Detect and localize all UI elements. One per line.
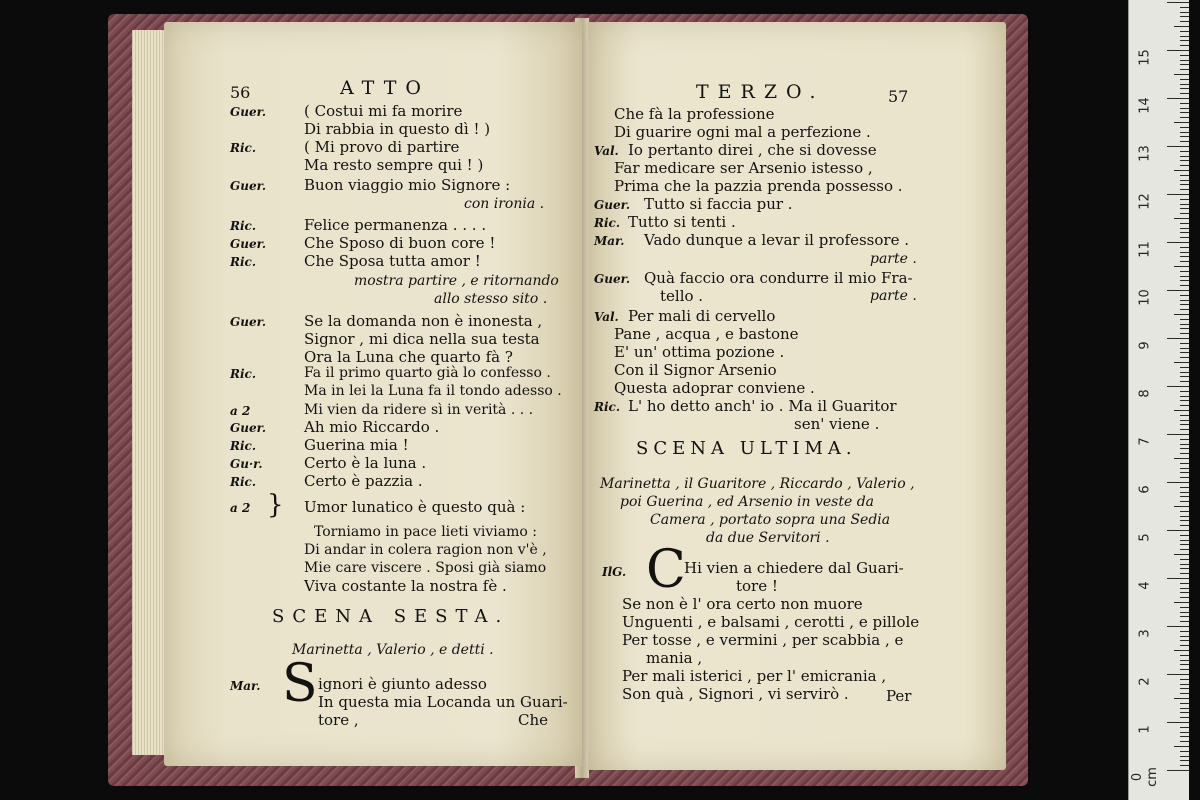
ruler-tick — [1180, 568, 1189, 569]
ruler-tick — [1180, 93, 1189, 94]
verse-line: Hi vien a chiedere dal Guari- — [684, 559, 904, 577]
ruler-tick — [1180, 439, 1189, 440]
ruler-tick — [1180, 160, 1189, 161]
drop-cap: S — [282, 654, 318, 714]
ruler-label: 12 — [1137, 193, 1153, 210]
verse-line: E' un' ottima pozione . — [614, 343, 785, 361]
ruler-tick — [1180, 760, 1189, 761]
ruler-tick — [1174, 746, 1189, 747]
verse-line: Che Sposa tutta amor ! — [304, 252, 481, 270]
ruler-tick — [1180, 208, 1189, 209]
ruler-tick — [1180, 328, 1189, 329]
verse-line: Per tosse , e vermini , per scabbia , e — [622, 631, 904, 649]
ruler-tick — [1180, 655, 1189, 656]
drop-cap: C — [646, 540, 686, 600]
ruler-tick — [1174, 602, 1189, 603]
ruler-label: 1 — [1137, 725, 1153, 734]
verse-line: Di rabbia in questo dì ! ) — [304, 120, 491, 138]
ruler-tick — [1180, 252, 1189, 253]
ruler-tick — [1180, 7, 1189, 8]
verse-line: Che Sposo di buon core ! — [304, 234, 496, 252]
ruler-tick — [1180, 31, 1189, 32]
ruler-tick — [1180, 453, 1189, 454]
verse-line: Questa adoprar conviene . — [614, 379, 815, 397]
ruler-tick — [1174, 26, 1189, 27]
ruler-tick — [1167, 626, 1189, 627]
speaker-label: Guer. — [230, 105, 267, 119]
ruler-tick — [1180, 520, 1189, 521]
ruler-tick — [1180, 60, 1189, 61]
ruler-tick — [1180, 223, 1189, 224]
speaker-label: Guer. — [230, 237, 267, 251]
verse-line: Che fà la professione — [614, 105, 775, 123]
verse-line: Quà faccio ora condurre il mio Fra- — [644, 269, 913, 287]
ruler-tick — [1180, 573, 1189, 574]
scene-characters: Marinetta , il Guaritore , Riccardo , Valerio , — [600, 476, 915, 492]
ruler-tick — [1180, 204, 1189, 205]
ruler-tick — [1180, 396, 1189, 397]
ruler-tick — [1174, 74, 1189, 75]
ruler-tick — [1180, 415, 1189, 416]
ruler-tick — [1180, 544, 1189, 545]
ruler-label: 0 cm — [1130, 767, 1160, 787]
ruler-tick — [1180, 564, 1189, 565]
page-edges — [132, 30, 164, 755]
ruler-tick — [1180, 45, 1189, 46]
verse-line: sen' viene . — [794, 415, 880, 433]
ruler-tick — [1180, 285, 1189, 286]
ruler-tick — [1180, 693, 1189, 694]
ruler-tick — [1167, 194, 1189, 195]
page-number: 57 — [888, 87, 909, 106]
ruler-tick — [1167, 290, 1189, 291]
ruler-tick — [1167, 146, 1189, 147]
verse-line: Tutto si faccia pur . — [644, 195, 793, 213]
ruler-tick — [1180, 664, 1189, 665]
ruler-tick — [1180, 372, 1189, 373]
ruler-tick — [1180, 583, 1189, 584]
ruler-tick — [1180, 616, 1189, 617]
verse-line: Buon viaggio mio Signore : — [304, 176, 511, 194]
page-number: 56 — [230, 83, 251, 102]
ruler-tick — [1180, 261, 1189, 262]
ruler-tick — [1180, 516, 1189, 517]
ruler-tick — [1180, 477, 1189, 478]
verse-line: Se la domanda non è inonesta , — [304, 312, 543, 330]
ruler-tick — [1180, 732, 1189, 733]
ruler-tick — [1180, 540, 1189, 541]
ruler-label: 11 — [1137, 241, 1153, 258]
ruler-tick — [1180, 660, 1189, 661]
ruler-tick — [1180, 357, 1189, 358]
ruler-tick — [1180, 391, 1189, 392]
ruler-tick — [1180, 727, 1189, 728]
ruler-tick — [1180, 295, 1189, 296]
ruler-tick — [1180, 463, 1189, 464]
ruler-tick — [1180, 108, 1189, 109]
ruler-tick — [1180, 679, 1189, 680]
ruler-tick — [1180, 549, 1189, 550]
ruler-tick — [1174, 362, 1189, 363]
ruler-tick — [1180, 684, 1189, 685]
ruler-label: 3 — [1137, 629, 1153, 638]
verse-line: ( Costui mi fa morire — [304, 102, 463, 120]
speaker-label: Ric. — [230, 475, 257, 489]
ruler-tick — [1180, 117, 1189, 118]
ruler-tick — [1180, 376, 1189, 377]
stage-direction: allo stesso sito . — [434, 291, 548, 307]
verse-line: Guerina mia ! — [304, 436, 409, 454]
ruler-tick — [1180, 79, 1189, 80]
ruler-tick — [1180, 175, 1189, 176]
ruler-tick — [1180, 88, 1189, 89]
measuring-ruler — [1128, 0, 1189, 800]
ruler-tick — [1180, 400, 1189, 401]
verse-line: Torniamo in pace lieti viviamo : — [314, 524, 537, 540]
ruler-tick — [1180, 228, 1189, 229]
ruler-tick — [1180, 199, 1189, 200]
ruler-tick — [1174, 650, 1189, 651]
ruler-tick — [1180, 765, 1189, 766]
running-head: TERZO. — [696, 81, 825, 103]
ruler-tick — [1180, 136, 1189, 137]
ruler-tick — [1180, 352, 1189, 353]
ruler-tick — [1180, 132, 1189, 133]
scene-characters: Marinetta , Valerio , e detti . — [292, 642, 494, 658]
ruler-label: 13 — [1137, 145, 1153, 162]
ruler-tick — [1180, 343, 1189, 344]
ruler-tick — [1180, 420, 1189, 421]
ruler-tick — [1180, 165, 1189, 166]
verse-line: Mi vien da ridere sì in verità . . . — [304, 402, 534, 418]
ruler-tick — [1180, 511, 1189, 512]
brace-mark: } — [267, 490, 284, 520]
ruler-tick — [1180, 492, 1189, 493]
ruler-tick — [1180, 180, 1189, 181]
ruler-tick — [1180, 112, 1189, 113]
verse-line: Per mali di cervello — [628, 307, 776, 325]
ruler-tick — [1180, 189, 1189, 190]
ruler-tick — [1180, 141, 1189, 142]
speaker-label: a 2 — [230, 501, 251, 515]
speaker-label: Ric. — [230, 141, 257, 155]
ruler-tick — [1180, 276, 1189, 277]
stage-direction: con ironia . — [464, 196, 545, 212]
ruler-tick — [1167, 674, 1189, 675]
ruler-label: 10 — [1137, 289, 1153, 306]
ruler-tick — [1180, 444, 1189, 445]
ruler-tick — [1180, 448, 1189, 449]
ruler-tick — [1180, 468, 1189, 469]
ruler-label: 14 — [1137, 97, 1153, 114]
ruler-tick — [1180, 232, 1189, 233]
verse-line: ignori è giunto adesso — [318, 675, 487, 693]
ruler-tick — [1180, 756, 1189, 757]
ruler-tick — [1174, 314, 1189, 315]
speaker-label: Val. — [594, 144, 619, 158]
verse-line: Se non è l' ora certo non muore — [622, 595, 863, 613]
ruler-tick — [1180, 12, 1189, 13]
ruler-tick — [1180, 424, 1189, 425]
ruler-tick — [1174, 506, 1189, 507]
ruler-tick — [1180, 703, 1189, 704]
ruler-tick — [1180, 40, 1189, 41]
speaker-label: Ric. — [230, 367, 257, 381]
speaker-label: Mar. — [594, 234, 625, 248]
speaker-label: Guer. — [230, 179, 267, 193]
ruler-tick — [1174, 410, 1189, 411]
verse-line: tore ! — [736, 577, 778, 595]
verse-line: Pane , acqua , e bastone — [614, 325, 799, 343]
ruler-tick — [1180, 631, 1189, 632]
ruler-tick — [1180, 36, 1189, 37]
ruler-label: 2 — [1137, 677, 1153, 686]
running-head: ATTO — [340, 77, 430, 99]
ruler-label: 6 — [1137, 485, 1153, 494]
speaker-label: Ric. — [594, 400, 621, 414]
ruler-tick — [1180, 588, 1189, 589]
speaker-label: Val. — [594, 310, 619, 324]
ruler-tick — [1167, 770, 1189, 771]
verse-line: Vado dunque a levar il professore . — [644, 231, 909, 249]
verse-line: Son quà , Signori , vi servirò . — [622, 685, 849, 703]
ruler-tick — [1180, 597, 1189, 598]
ruler-tick — [1180, 64, 1189, 65]
ruler-tick — [1180, 237, 1189, 238]
verse-line: mania , — [646, 649, 703, 667]
ruler-tick — [1180, 501, 1189, 502]
ruler-tick — [1180, 559, 1189, 560]
speaker-label: Guer. — [230, 315, 267, 329]
verse-line: tore , — [318, 711, 359, 729]
ruler-tick — [1180, 592, 1189, 593]
ruler-tick — [1180, 319, 1189, 320]
verse-line: Certo è pazzia . — [304, 472, 423, 490]
ruler-tick — [1180, 669, 1189, 670]
scene-characters: poi Guerina , ed Arsenio in veste da — [620, 494, 875, 510]
ruler-tick — [1180, 612, 1189, 613]
ruler-tick — [1167, 434, 1189, 435]
ruler-tick — [1180, 333, 1189, 334]
ruler-tick — [1180, 151, 1189, 152]
ruler-tick — [1174, 458, 1189, 459]
speaker-label: Guer. — [594, 272, 631, 286]
speaker-label: Guer. — [230, 421, 267, 435]
verse-line: Signor , mi dica nella sua testa — [304, 330, 540, 348]
ruler-label: 8 — [1137, 389, 1153, 398]
ruler-tick — [1180, 103, 1189, 104]
ruler-tick — [1167, 386, 1189, 387]
speaker-label: Guer. — [594, 198, 631, 212]
speaker-label: Ric. — [230, 255, 257, 269]
ruler-tick — [1180, 84, 1189, 85]
verse-line: Viva costante la nostra fè . — [304, 577, 507, 595]
verse-line: Ma resto sempre qui ! ) — [304, 156, 484, 174]
verse-line: Ora la Luna che quarto fà ? — [304, 348, 513, 366]
verse-line: Prima che la pazzia prenda possesso . — [614, 177, 903, 195]
ruler-tick — [1180, 348, 1189, 349]
ruler-tick — [1180, 405, 1189, 406]
right-page — [588, 22, 1006, 770]
ruler-tick — [1174, 218, 1189, 219]
ruler-tick — [1174, 698, 1189, 699]
verse-line: Io pertanto direi , che si dovesse — [628, 141, 877, 159]
ruler-label: 9 — [1137, 341, 1153, 350]
ruler-tick — [1180, 304, 1189, 305]
ruler-tick — [1180, 688, 1189, 689]
ruler-tick — [1180, 751, 1189, 752]
ruler-tick — [1180, 324, 1189, 325]
ruler-tick — [1180, 300, 1189, 301]
ruler-tick — [1180, 741, 1189, 742]
speaker-label: Ric. — [230, 439, 257, 453]
ruler-tick — [1180, 127, 1189, 128]
ruler-tick — [1180, 640, 1189, 641]
ruler-tick — [1167, 482, 1189, 483]
ruler-tick — [1180, 280, 1189, 281]
catchword: Che — [518, 711, 549, 729]
ruler-label: 5 — [1137, 533, 1153, 542]
ruler-tick — [1174, 554, 1189, 555]
ruler-label: 15 — [1137, 49, 1153, 66]
verse-line: Tutto si tenti . — [628, 213, 736, 231]
ruler-tick — [1180, 213, 1189, 214]
verse-line: Mie care viscere . Sposi già siamo — [304, 560, 547, 576]
verse-line: tello . — [660, 287, 704, 305]
ruler-tick — [1167, 338, 1189, 339]
ruler-tick — [1180, 21, 1189, 22]
verse-line: Di andar in colera ragion non v'è , — [304, 542, 547, 558]
ruler-tick — [1167, 722, 1189, 723]
scene-characters: da due Servitori . — [706, 530, 830, 546]
ruler-tick — [1174, 122, 1189, 123]
verse-line: Umor lunatico è questo quà : — [304, 498, 526, 516]
ruler-label: 7 — [1137, 437, 1153, 446]
stage-direction: mostra partire , e ritornando — [354, 273, 559, 289]
ruler-tick — [1167, 578, 1189, 579]
verse-line: Ma in lei la Luna fa il tondo adesso . — [304, 383, 562, 399]
ruler-tick — [1180, 708, 1189, 709]
scene-heading: SCENA SESTA. — [272, 606, 510, 627]
verse-line: Certo è la luna . — [304, 454, 427, 472]
ruler-label: 4 — [1137, 581, 1153, 590]
ruler-tick — [1180, 381, 1189, 382]
verse-line: Con il Signor Arsenio — [614, 361, 777, 379]
left-page — [164, 22, 582, 766]
ruler-tick — [1180, 535, 1189, 536]
ruler-tick — [1167, 98, 1189, 99]
speaker-label: a 2 — [230, 404, 251, 418]
ruler-tick — [1180, 271, 1189, 272]
ruler-tick — [1180, 621, 1189, 622]
verse-line: Unguenti , e balsami , cerotti , e pillole — [622, 613, 920, 631]
scene-characters: Camera , portato sopra una Sedia — [650, 512, 891, 528]
verse-line: Far medicare ser Arsenio istesso , — [614, 159, 873, 177]
ruler-tick — [1180, 607, 1189, 608]
ruler-tick — [1167, 2, 1189, 3]
catchword: Per — [886, 687, 912, 705]
ruler-tick — [1180, 256, 1189, 257]
stage-direction: parte . — [870, 288, 917, 304]
speaker-label: Mar. — [230, 679, 261, 693]
ruler-tick — [1167, 50, 1189, 51]
ruler-tick — [1180, 55, 1189, 56]
ruler-tick — [1180, 496, 1189, 497]
verse-line: ( Mi provo di partire — [304, 138, 460, 156]
ruler-tick — [1180, 645, 1189, 646]
verse-line: Felice permanenza . . . . — [304, 216, 487, 234]
verse-line: In questa mia Locanda un Guari- — [318, 693, 568, 711]
ruler-tick — [1180, 247, 1189, 248]
ruler-tick — [1180, 487, 1189, 488]
ruler-tick — [1174, 266, 1189, 267]
ruler-tick — [1180, 367, 1189, 368]
ruler-tick — [1180, 472, 1189, 473]
ruler-tick — [1180, 69, 1189, 70]
ruler-tick — [1180, 309, 1189, 310]
ruler-tick — [1180, 736, 1189, 737]
verse-line: Di guarire ogni mal a perfezione . — [614, 123, 871, 141]
ruler-tick — [1167, 530, 1189, 531]
ruler-tick — [1180, 16, 1189, 17]
verse-line: Per mali isterici , per l' emicrania , — [622, 667, 887, 685]
verse-line: Ah mio Riccardo . — [304, 418, 440, 436]
verse-line: L' ho detto anch' io . Ma il Guaritor — [628, 397, 897, 415]
ruler-tick — [1180, 712, 1189, 713]
stage-direction: parte . — [870, 251, 917, 267]
ruler-tick — [1180, 156, 1189, 157]
speaker-label: IlG. — [602, 565, 627, 579]
scene-heading: SCENA ULTIMA. — [636, 438, 857, 459]
ruler-tick — [1167, 242, 1189, 243]
ruler-tick — [1180, 525, 1189, 526]
verse-line: Fa il primo quarto già lo confesso . — [304, 365, 551, 381]
speaker-label: Ric. — [230, 219, 257, 233]
ruler-tick — [1180, 717, 1189, 718]
ruler-tick — [1180, 636, 1189, 637]
ruler-tick — [1180, 184, 1189, 185]
ruler-tick — [1180, 429, 1189, 430]
ruler-tick — [1174, 170, 1189, 171]
speaker-label: Ric. — [594, 216, 621, 230]
speaker-label: Gu·r. — [230, 457, 263, 471]
